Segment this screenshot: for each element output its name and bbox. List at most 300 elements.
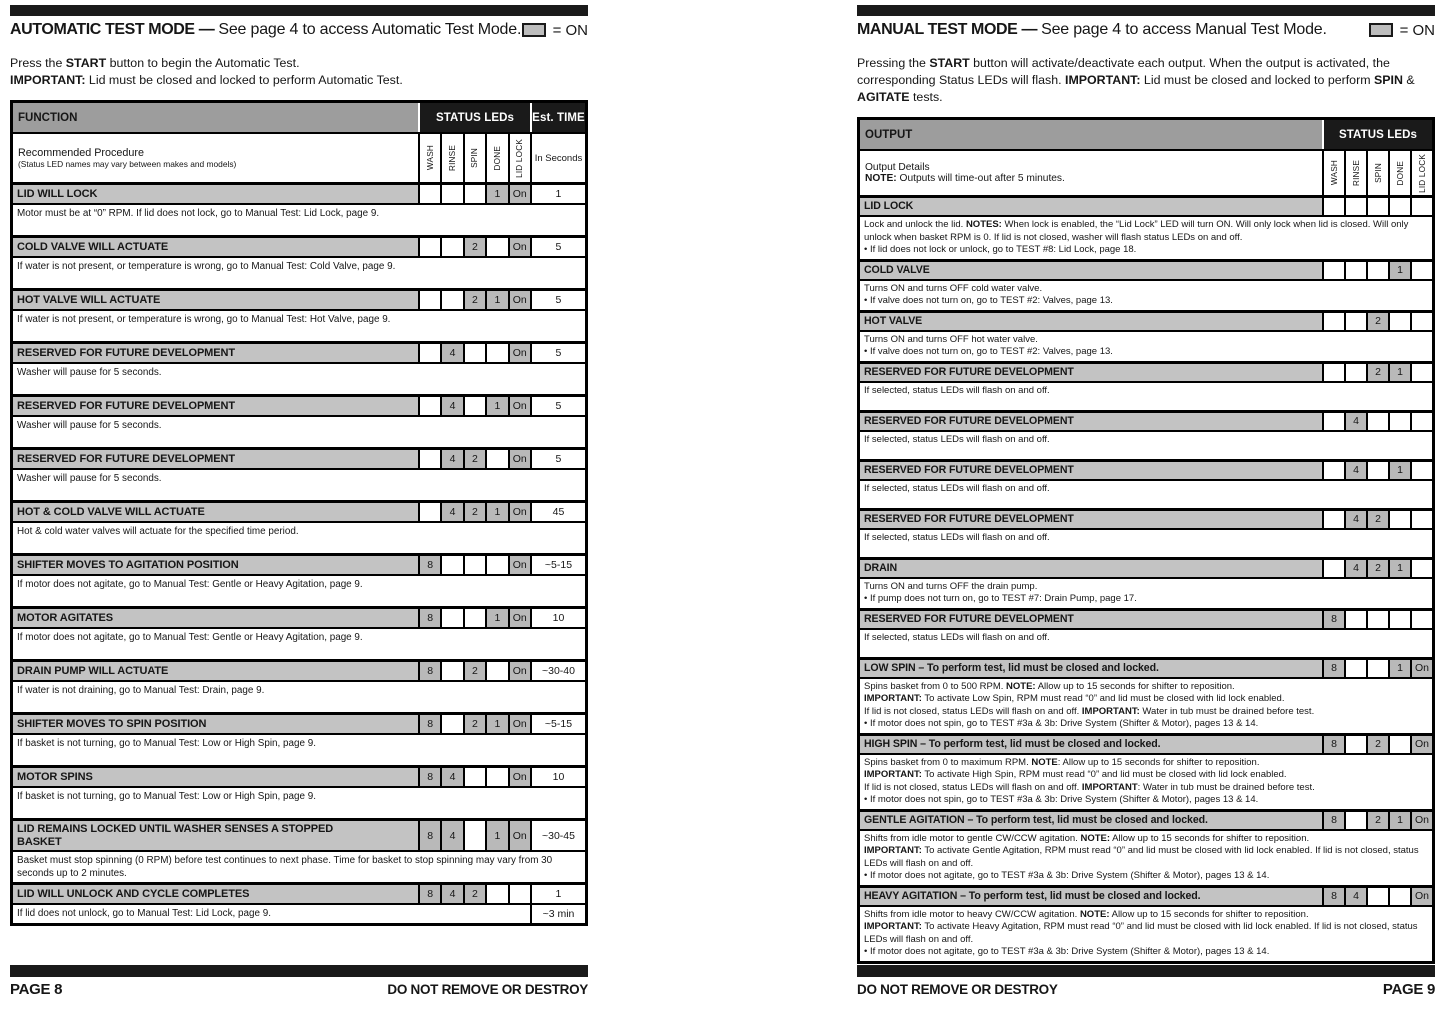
led-cell <box>1410 364 1432 381</box>
intro-line: Pressing the START button will activate/deactivate each output. When the output is activated, the corresponding Status LEDs will flash. IMPORTANT: Lid must be closed and locked to perform SPIN & AGITATE tests. <box>857 56 1415 105</box>
description-cell <box>860 679 1432 733</box>
led-cell <box>1322 462 1344 479</box>
row-title <box>860 511 1432 528</box>
page-number: PAGE 9 <box>1382 981 1435 998</box>
est-time-cell: 1 <box>530 885 585 903</box>
row-description <box>13 415 585 447</box>
row-description <box>13 521 585 553</box>
description-cell <box>13 523 585 553</box>
column-header-function: FUNCTION <box>13 103 418 132</box>
led-cell: 2 <box>463 715 485 733</box>
row-title-label: RESERVED FOR FUTURE DEVELOPMENT <box>860 364 1322 381</box>
description-line: If selected, status LEDs will flash on and off. <box>864 631 1050 643</box>
led-cell <box>1344 364 1366 381</box>
description-cell <box>13 417 585 447</box>
description-line: If water is not draining, go to Manual Test: Drain, page 9. <box>17 685 265 696</box>
led-cell: 8 <box>418 885 440 903</box>
led-cell: 4 <box>440 397 462 415</box>
led-column-header: DONE <box>1388 151 1410 195</box>
led-cell: 2 <box>1366 560 1388 577</box>
subheader-line1: Output Details <box>865 162 930 173</box>
row-title <box>13 397 585 415</box>
description-line: If motor does not agitate, go to Manual Test: Gentle or Heavy Agitation, page 9. <box>17 579 363 590</box>
led-cell <box>1366 462 1388 479</box>
led-cell: 4 <box>440 768 462 786</box>
led-cell <box>418 450 440 468</box>
led-cell: 1 <box>485 397 507 415</box>
est-time-cell: 5 <box>530 291 585 309</box>
page-9 <box>857 0 1435 1010</box>
description-cell <box>860 755 1432 809</box>
led-cell <box>418 185 440 203</box>
table-row <box>860 195 1432 259</box>
row-title-label: LID WILL UNLOCK AND CYCLE COMPLETES <box>13 885 418 903</box>
description-line: Turns ON and turns OFF the drain pump. <box>864 580 1038 592</box>
intro-line: IMPORTANT: Lid must be closed and locked to perform Automatic Test. <box>10 73 403 88</box>
led-cell <box>440 291 462 309</box>
led-cell: 8 <box>418 662 440 680</box>
led-cell <box>485 885 507 903</box>
row-title-label: RESERVED FOR FUTURE DEVELOPMENT <box>860 462 1322 479</box>
led-cell: 1 <box>1388 262 1410 279</box>
est-time-cell: ~30-40 <box>530 662 585 680</box>
led-cell <box>1388 611 1410 628</box>
led-cell <box>1410 198 1432 215</box>
led-cell: 1 <box>1388 660 1410 677</box>
description-cell <box>13 735 585 765</box>
description-cell <box>860 530 1432 557</box>
table-row <box>860 733 1432 809</box>
led-cell <box>1410 462 1432 479</box>
led-cell <box>440 238 462 256</box>
led-cell <box>1366 888 1388 905</box>
row-title-label: HIGH SPIN – To perform test, lid must be closed and locked. <box>860 736 1322 753</box>
table-row <box>860 557 1432 608</box>
led-cell: 8 <box>1322 611 1344 628</box>
led-cell: On <box>508 609 530 627</box>
description-cell <box>860 383 1432 410</box>
row-title-label: MOTOR AGITATES <box>13 609 418 627</box>
row-description <box>860 215 1432 259</box>
row-description <box>13 903 585 923</box>
led-cell <box>463 609 485 627</box>
description-line: If basket is not turning, go to Manual Test: Low or High Spin, page 9. <box>17 738 316 749</box>
row-title-label: LID REMAINS LOCKED UNTIL WASHER SENSES A STOPPED BASKET <box>13 821 418 850</box>
row-description <box>13 627 585 659</box>
led-cell: 4 <box>440 344 462 362</box>
description-cell <box>860 579 1432 608</box>
description-line: • If motor does not spin, go to TEST #3a & 3b: Drive System (Shifter & Motor), pages 13 & 14. <box>864 794 1259 805</box>
led-column-header: WASH <box>418 134 440 182</box>
on-swatch-icon <box>522 23 546 37</box>
led-cell <box>463 344 485 362</box>
led-cell: On <box>508 450 530 468</box>
table-row <box>13 341 585 394</box>
led-cell: On <box>508 768 530 786</box>
row-title-label: GENTLE AGITATION – To perform test, lid must be closed and locked. <box>860 812 1322 829</box>
description-line: If water is not present, or temperature is wrong, go to Manual Test: Cold Valve, page 9. <box>17 261 396 272</box>
description-cell <box>13 470 585 500</box>
description-line: Spins basket from 0 to maximum RPM. NOTE: Allow up to 15 seconds for shifter to reposition. <box>864 756 1260 768</box>
description-line: IMPORTANT: To activate Heavy Agitation, RPM must read “0” and lid must be closed with lid lock enabled. If lid is not closed, status LEDs will flash on and off. <box>864 921 1418 945</box>
table-row <box>860 410 1432 459</box>
led-cell <box>1388 736 1410 753</box>
table-row <box>860 809 1432 885</box>
led-cell <box>463 397 485 415</box>
table-subheader <box>13 132 585 182</box>
led-cell: 1 <box>485 291 507 309</box>
led-cell <box>463 821 485 850</box>
description-line: • If lid does not lock or unlock, go to TEST #8: Lid Lock, page 18. <box>864 244 1137 255</box>
row-description <box>860 279 1432 310</box>
description-line: Shifts from idle motor to heavy CW/CCW agitation. NOTE: Allow up to 15 seconds for shifter to reposition. <box>864 908 1309 920</box>
row-description <box>860 430 1432 459</box>
table-body <box>13 182 585 923</box>
row-description <box>13 733 585 765</box>
led-cell <box>485 556 507 574</box>
led-cell: 1 <box>485 821 507 850</box>
led-cell: On <box>508 821 530 850</box>
description-cell <box>13 682 585 712</box>
page-title: AUTOMATIC TEST MODE — See page 4 to access Automatic Test Mode. <box>10 21 522 38</box>
subheader-line1: Recommended Procedure <box>18 147 145 159</box>
row-title <box>13 556 585 574</box>
led-cell: 4 <box>440 450 462 468</box>
led-cell <box>440 185 462 203</box>
row-title-label: COLD VALVE WILL ACTUATE <box>13 238 418 256</box>
description-cell <box>13 576 585 606</box>
led-cell: 2 <box>463 503 485 521</box>
led-cell: 1 <box>485 609 507 627</box>
table-row <box>13 553 585 606</box>
row-title <box>860 462 1432 479</box>
description-line: If selected, status LEDs will flash on and off. <box>864 531 1050 543</box>
led-cell: 8 <box>1322 660 1344 677</box>
description-cell <box>860 907 1432 961</box>
led-cell: 8 <box>418 609 440 627</box>
table-row <box>13 818 585 882</box>
led-cell <box>508 885 530 903</box>
led-cell: 2 <box>1366 364 1388 381</box>
row-title-label: DRAIN <box>860 560 1322 577</box>
table-row <box>13 288 585 341</box>
row-title-label: SHIFTER MOVES TO SPIN POSITION <box>13 715 418 733</box>
row-title-label: RESERVED FOR FUTURE DEVELOPMENT <box>860 611 1322 628</box>
table-row <box>13 765 585 818</box>
page-title: MANUAL TEST MODE — See page 4 to access Manual Test Mode. <box>857 21 1327 38</box>
row-title-label: DRAIN PUMP WILL ACTUATE <box>13 662 418 680</box>
description-line: • If motor does not agitate, go to TEST #3a & 3b: Drive System (Shifter & Motor), pages 13 & 14. <box>864 946 1270 957</box>
description-line: Washer will pause for 5 seconds. <box>17 420 162 431</box>
intro-line: Press the START button to begin the Automatic Test. <box>10 56 300 70</box>
row-description <box>860 829 1432 885</box>
led-cell: 8 <box>418 821 440 850</box>
led-cell <box>1344 660 1366 677</box>
row-title <box>13 291 585 309</box>
row-title <box>13 238 585 256</box>
row-title-label: SHIFTER MOVES TO AGITATION POSITION <box>13 556 418 574</box>
est-time-cell: 1 <box>530 185 585 203</box>
table-row <box>860 657 1432 733</box>
row-description <box>860 753 1432 809</box>
led-cell: 2 <box>1366 736 1388 753</box>
subheader-output-details <box>860 151 1322 195</box>
led-cell <box>1410 611 1432 628</box>
row-description <box>860 677 1432 733</box>
row-title <box>860 736 1432 753</box>
description-line: If water is not present, or temperature is wrong, go to Manual Test: Hot Valve, page 9. <box>17 314 391 325</box>
led-cell: 1 <box>485 503 507 521</box>
led-column-header: RINSE <box>440 134 462 182</box>
subheader-line2: (Status LED names may vary between makes and models) <box>18 159 237 169</box>
est-time-cell: ~30-45 <box>530 821 585 850</box>
description-line: • If pump does not turn on, go to TEST #7: Drain Pump, page 17. <box>864 593 1137 604</box>
led-cell <box>1388 198 1410 215</box>
led-column-header: RINSE <box>1344 151 1366 195</box>
row-title <box>13 450 585 468</box>
table-row <box>13 500 585 553</box>
row-title <box>860 611 1432 628</box>
row-title <box>13 344 585 362</box>
led-column-header: SPIN <box>1366 151 1388 195</box>
description-line: Washer will pause for 5 seconds. <box>17 367 162 378</box>
led-cell: 2 <box>1366 812 1388 829</box>
led-cell <box>1366 660 1388 677</box>
led-cell <box>440 715 462 733</box>
row-description <box>13 256 585 288</box>
led-cell <box>1322 313 1344 330</box>
est-time-cell: 5 <box>530 238 585 256</box>
on-legend-label: = ON <box>552 21 588 39</box>
led-cell: On <box>1410 736 1432 753</box>
page-8 <box>10 0 588 1010</box>
description-line: • If motor does not spin, go to TEST #3a & 3b: Drive System (Shifter & Motor), pages 13 & 14. <box>864 718 1259 729</box>
led-cell: 2 <box>1366 511 1388 528</box>
led-cell: 1 <box>1388 364 1410 381</box>
description-cell <box>860 332 1432 361</box>
description-line: If motor does not agitate, go to Manual Test: Gentle or Heavy Agitation, page 9. <box>17 632 363 643</box>
description-line: IMPORTANT: To activate Low Spin, RPM must read “0” and lid must be closed with lid lock enabled. <box>864 693 1285 704</box>
description-cell <box>13 258 585 288</box>
led-cell: 2 <box>463 662 485 680</box>
led-cell: 8 <box>418 556 440 574</box>
led-cell: 4 <box>440 503 462 521</box>
row-title-label: LOW SPIN – To perform test, lid must be closed and locked. <box>860 660 1322 677</box>
led-cell: On <box>508 662 530 680</box>
subheader-line2: NOTE: Outputs will time-out after 5 minutes. <box>865 173 1065 184</box>
row-title <box>860 660 1432 677</box>
row-title-label: HEAVY AGITATION – To perform test, lid must be closed and locked. <box>860 888 1322 905</box>
description-line: If selected, status LEDs will flash on and off. <box>864 433 1050 445</box>
row-title-label: MOTOR SPINS <box>13 768 418 786</box>
page-heading <box>10 21 588 39</box>
led-cell <box>1322 511 1344 528</box>
table-row <box>860 608 1432 657</box>
est-time-cell: 10 <box>530 609 585 627</box>
led-cell: 2 <box>1366 313 1388 330</box>
led-cell: 1 <box>1388 812 1410 829</box>
footer-rule <box>10 965 588 977</box>
description-cell <box>13 205 585 235</box>
led-cell: 4 <box>1344 413 1366 430</box>
description-line: Shifts from idle motor to gentle CW/CCW agitation. NOTE: Allow up to 15 seconds for shifter to reposition. <box>864 832 1310 844</box>
led-cell <box>485 344 507 362</box>
table-row <box>13 659 585 712</box>
description-line: If selected, status LEDs will flash on and off. <box>864 384 1050 396</box>
subheader-procedure <box>13 134 418 182</box>
led-cell <box>1388 413 1410 430</box>
led-cell: 8 <box>418 715 440 733</box>
row-title <box>860 262 1432 279</box>
led-cell <box>485 662 507 680</box>
row-description <box>13 850 585 882</box>
est-time-cell: ~5-15 <box>530 715 585 733</box>
led-cell <box>1344 611 1366 628</box>
led-cell: 1 <box>485 715 507 733</box>
led-cell <box>463 556 485 574</box>
table-row <box>860 361 1432 410</box>
row-title <box>860 888 1432 905</box>
est-time-cell: 5 <box>530 397 585 415</box>
led-cell: 4 <box>440 821 462 850</box>
row-title-label: HOT VALVE <box>860 313 1322 330</box>
row-title-label: COLD VALVE <box>860 262 1322 279</box>
description-line: • If valve does not turn on, go to TEST #2: Valves, page 13. <box>864 346 1113 357</box>
led-cell <box>1366 198 1388 215</box>
led-cell <box>418 503 440 521</box>
led-column-header: LID LOCK <box>1410 151 1432 195</box>
automatic-test-table <box>10 100 588 926</box>
led-cell <box>1344 262 1366 279</box>
led-cell: On <box>508 291 530 309</box>
led-cell: On <box>508 503 530 521</box>
led-cell <box>1322 364 1344 381</box>
row-title <box>13 662 585 680</box>
led-cell <box>1366 262 1388 279</box>
table-row <box>860 885 1432 961</box>
led-cell: 4 <box>1344 511 1366 528</box>
table-row <box>13 447 585 500</box>
led-cell <box>1344 736 1366 753</box>
led-cell <box>1388 511 1410 528</box>
row-title <box>13 715 585 733</box>
led-cell <box>1366 413 1388 430</box>
led-cell: 8 <box>1322 812 1344 829</box>
led-cell: On <box>508 556 530 574</box>
description-line: Spins basket from 0 to 500 RPM. NOTE: Allow up to 15 seconds for shifter to reposition. <box>864 680 1235 692</box>
led-cell: 8 <box>1322 736 1344 753</box>
row-title-label: RESERVED FOR FUTURE DEVELOPMENT <box>860 413 1322 430</box>
row-description <box>860 479 1432 508</box>
est-time-cell: ~5-15 <box>530 556 585 574</box>
description-cell <box>13 852 585 882</box>
row-description <box>13 786 585 818</box>
row-title-label: HOT VALVE WILL ACTUATE <box>13 291 418 309</box>
on-legend <box>522 22 588 39</box>
description-cell <box>13 629 585 659</box>
description-cell <box>860 481 1432 508</box>
description-line: IMPORTANT: To activate High Spin, RPM must read “0” and lid must be closed with lid lock enabled. <box>864 769 1287 780</box>
led-cell: On <box>508 344 530 362</box>
table-subheader <box>860 149 1432 195</box>
row-description <box>860 528 1432 557</box>
row-title <box>13 768 585 786</box>
led-cell: 8 <box>1322 888 1344 905</box>
description-line: Motor must be at “0” RPM. If lid does not lock, go to Manual Test: Lid Lock, page 9. <box>17 208 380 219</box>
description-cell <box>13 905 530 923</box>
table-row <box>13 712 585 765</box>
row-title-label: LID WILL LOCK <box>13 185 418 203</box>
led-column-header: SPIN <box>463 134 485 182</box>
intro-text <box>857 55 1435 107</box>
description-line: Turns ON and turns OFF cold water valve. <box>864 282 1043 294</box>
row-description <box>860 330 1432 361</box>
intro-text <box>10 55 588 89</box>
row-description <box>860 577 1432 608</box>
est-time-cell: 10 <box>530 768 585 786</box>
table-row <box>860 459 1432 508</box>
led-cell: On <box>508 238 530 256</box>
led-cell <box>463 768 485 786</box>
subheader-in-seconds: In Seconds <box>530 134 585 182</box>
row-title <box>13 185 585 203</box>
description-cell <box>860 630 1432 657</box>
led-cell <box>418 238 440 256</box>
led-cell <box>1410 413 1432 430</box>
page-heading <box>857 21 1435 39</box>
led-cell <box>1388 313 1410 330</box>
row-description <box>13 203 585 235</box>
led-cell <box>1388 888 1410 905</box>
led-cell: 2 <box>463 291 485 309</box>
led-cell <box>1344 198 1366 215</box>
led-cell <box>1344 812 1366 829</box>
est-time-cell: 45 <box>530 503 585 521</box>
column-header-status-leds: STATUS LEDs <box>1322 120 1432 149</box>
led-cell <box>463 185 485 203</box>
table-row <box>13 394 585 447</box>
row-description <box>860 381 1432 410</box>
column-header-est-time: Est. TIME <box>530 103 585 132</box>
led-cell <box>440 609 462 627</box>
row-title-label: HOT & COLD VALVE WILL ACTUATE <box>13 503 418 521</box>
led-cell <box>418 291 440 309</box>
led-cell: On <box>508 185 530 203</box>
row-title <box>13 885 585 903</box>
row-title-label: RESERVED FOR FUTURE DEVELOPMENT <box>13 344 418 362</box>
row-title <box>860 364 1432 381</box>
description-cell <box>13 311 585 341</box>
row-description <box>860 628 1432 657</box>
description-line: Washer will pause for 5 seconds. <box>17 473 162 484</box>
description-line: • If motor does not agitate, go to TEST #3a & 3b: Drive System (Shifter & Motor), pages 13 & 14. <box>864 870 1270 881</box>
table-row <box>13 182 585 235</box>
led-cell <box>1366 611 1388 628</box>
page-footer <box>857 981 1435 998</box>
description-line: • If valve does not turn on, go to TEST #2: Valves, page 13. <box>864 295 1113 306</box>
description-cell <box>860 281 1432 310</box>
led-cell <box>418 344 440 362</box>
table-row <box>860 310 1432 361</box>
row-description <box>13 309 585 341</box>
description-line: Hot & cold water valves will actuate for the specified time period. <box>17 526 299 537</box>
row-title-label: RESERVED FOR FUTURE DEVELOPMENT <box>13 450 418 468</box>
est-time-cell: ~3 min <box>530 905 585 923</box>
row-title <box>860 812 1432 829</box>
footer-notice: DO NOT REMOVE OR DESTROY <box>857 982 1058 997</box>
row-description <box>13 468 585 500</box>
table-row <box>13 606 585 659</box>
